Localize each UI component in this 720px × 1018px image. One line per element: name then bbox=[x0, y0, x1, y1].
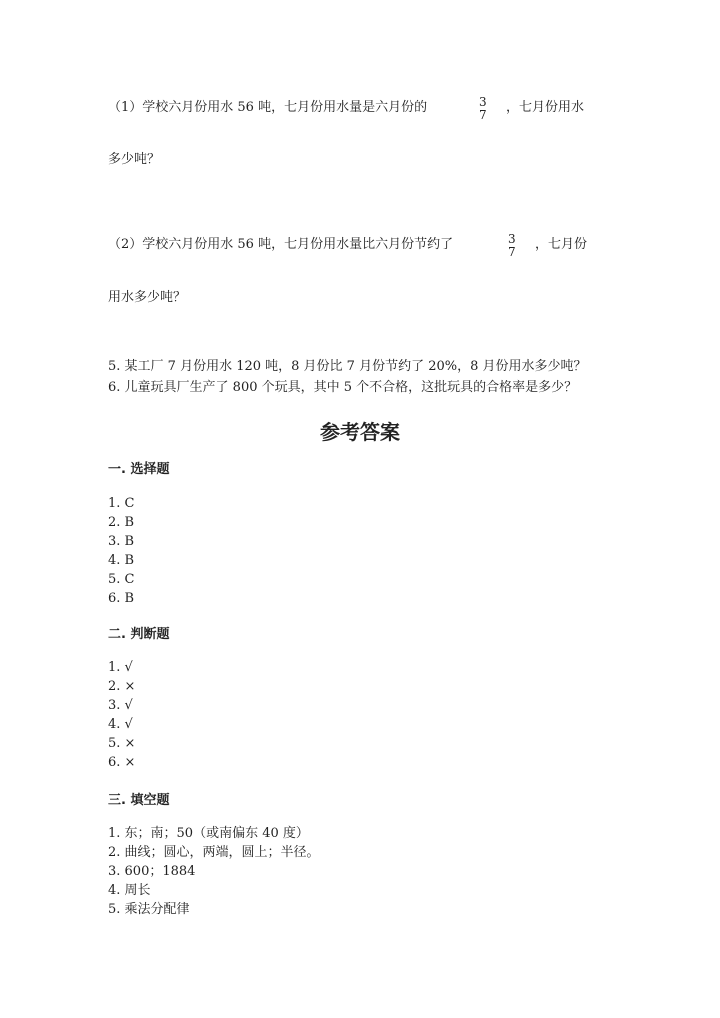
question-6: 6. 儿童玩具厂生产了 800 个玩具，其中 5 个不合格，这批玩具的合格率是多少？ bbox=[108, 380, 578, 395]
section-heading: 三. 填空题 bbox=[108, 793, 170, 808]
question-5: 5. 某工厂 7 月份用水 120 吨，8 月份比 7 月份节约了 20%，8 月份用水多少吨？ bbox=[108, 359, 587, 374]
answer-item: 5. C bbox=[108, 572, 135, 587]
answers-title: 参考答案 bbox=[320, 420, 400, 444]
denominator: 7 bbox=[479, 108, 487, 122]
answer-item: 3. B bbox=[108, 534, 135, 549]
question-1-line-1 bbox=[108, 99, 427, 117]
answer-item: 6. B bbox=[108, 591, 135, 606]
answer-item: 2. B bbox=[108, 515, 135, 530]
question-text: （1）学校六月份用水 56 吨，七月份用水量是六月份的 bbox=[108, 100, 428, 115]
fraction bbox=[479, 96, 487, 122]
answer-item: 5. × bbox=[108, 736, 136, 751]
answer-item: 2. × bbox=[108, 679, 136, 694]
fraction bbox=[508, 233, 516, 259]
question-2-line-2: 用水多少吨？ bbox=[108, 290, 187, 305]
answer-item: 2. 曲线；圆心，两端，圆上；半径。 bbox=[108, 845, 320, 860]
answer-item: 6. × bbox=[108, 755, 136, 770]
answer-item: 4. B bbox=[108, 553, 135, 568]
denominator: 7 bbox=[508, 245, 516, 259]
answer-item: 4. √ bbox=[108, 717, 133, 732]
question-text: （2）学校六月份用水 56 吨，七月份用水量比六月份节约了 bbox=[108, 237, 454, 252]
answer-item: 4. 周长 bbox=[108, 883, 151, 898]
question-2-line-1 bbox=[108, 236, 453, 254]
answer-list bbox=[108, 658, 135, 772]
answer-item: 1. 东；南；50（或南偏东 40 度） bbox=[108, 826, 309, 841]
question-1-line-2: 多少吨？ bbox=[108, 152, 161, 167]
section-heading: 二. 判断题 bbox=[108, 627, 170, 642]
section-heading: 一. 选择题 bbox=[108, 462, 170, 477]
answer-item: 1. √ bbox=[108, 660, 133, 675]
answer-item: 3. 600；1884 bbox=[108, 864, 196, 879]
answer-item: 3. √ bbox=[108, 698, 133, 713]
answer-item: 5. 乘法分配律 bbox=[108, 902, 190, 917]
answer-list bbox=[108, 824, 320, 919]
answer-item: 1. C bbox=[108, 496, 135, 511]
numerator: 3 bbox=[508, 232, 516, 246]
question-2-tail: ，七月份 bbox=[535, 237, 588, 252]
question-1-tail: ，七月份用水 bbox=[506, 100, 585, 115]
numerator: 3 bbox=[479, 95, 487, 109]
answer-list bbox=[108, 494, 134, 608]
